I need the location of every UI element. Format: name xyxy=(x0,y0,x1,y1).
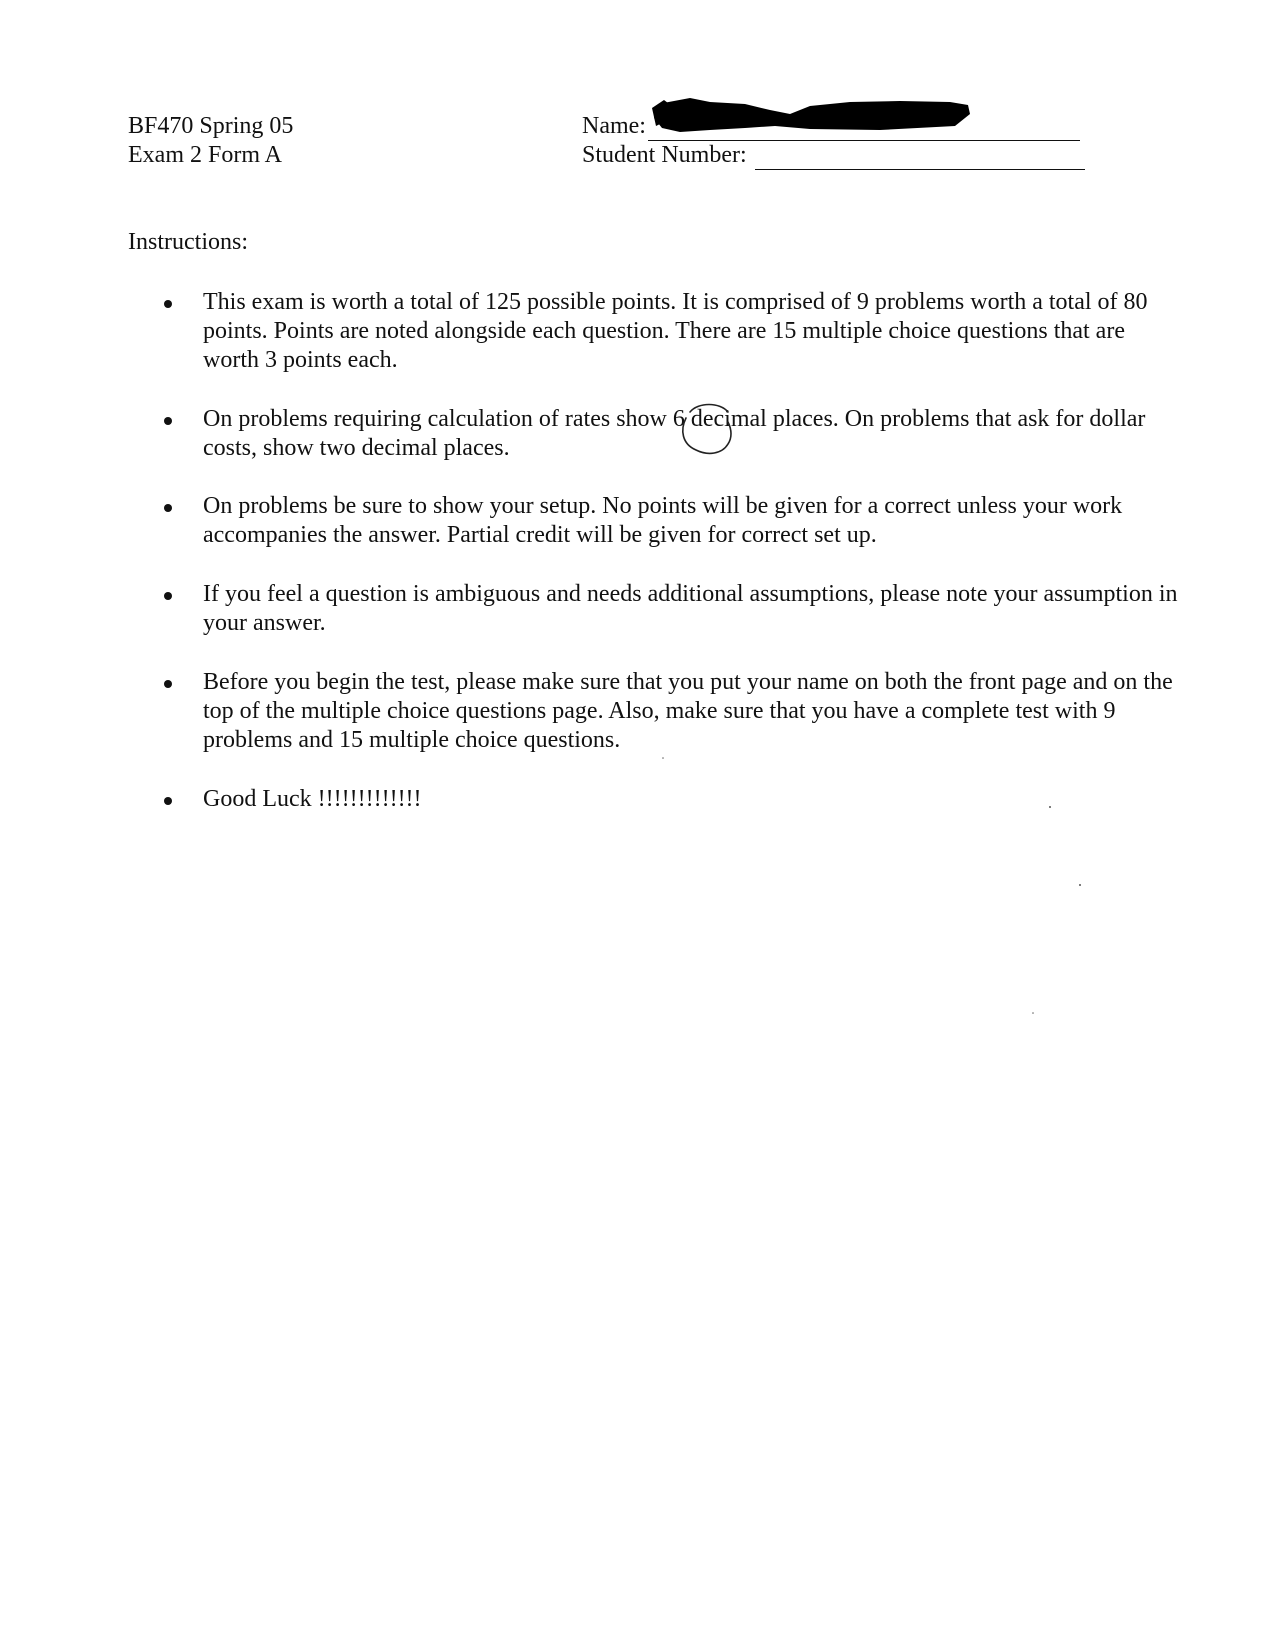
instruction-text: This exam is worth a total of 125 possible points. It is comprised of 9 problems worth a total of 80 points. Points are noted alongside each question. There are 15 multiple choice questions that are worth 3 points each. xyxy=(203,289,1148,373)
name-field xyxy=(582,112,1092,141)
bullet-icon xyxy=(164,504,172,512)
instruction-text: Good Luck !!!!!!!!!!!!! xyxy=(203,786,422,812)
instructions-list xyxy=(160,288,1180,844)
bullet-icon xyxy=(164,797,172,805)
list-item xyxy=(160,580,1180,638)
bullet-icon xyxy=(164,680,172,688)
student-number-line xyxy=(755,147,1085,170)
bullet-icon xyxy=(164,300,172,308)
list-item xyxy=(160,492,1180,550)
redaction-mark xyxy=(650,96,990,138)
course-title: BF470 Spring 05 xyxy=(128,113,294,139)
student-number-label: Student Number: xyxy=(582,142,747,168)
list-item xyxy=(160,668,1180,755)
bullet-icon xyxy=(164,592,172,600)
student-info xyxy=(582,112,1092,170)
list-item xyxy=(160,785,1180,814)
instruction-text: Before you begin the test, please make sure that you put your name on both the front page and on the top of the multiple choice questions page. Also, make sure that you have a complete test with 9 problems and 15 multiple choice questions. xyxy=(203,669,1173,753)
list-item xyxy=(160,405,1180,463)
instruction-text: On problems requiring calculation of rates show 6 decimal places. On problems that ask for dollar costs, show two decimal places. xyxy=(203,406,1146,461)
student-number-field xyxy=(582,141,1092,170)
course-info xyxy=(128,112,293,170)
instruction-text: On problems be sure to show your setup. No points will be given for a correct unless your work accompanies the answer. Partial credit will be given for correct set up. xyxy=(203,493,1123,548)
bullet-icon xyxy=(164,417,172,425)
name-label: Name: xyxy=(582,113,646,139)
list-item xyxy=(160,288,1180,375)
instruction-text: If you feel a question is ambiguous and needs additional assumptions, please note your assumption in your answer. xyxy=(203,581,1178,636)
name-line xyxy=(648,118,1080,141)
instructions-heading: Instructions: xyxy=(128,229,248,255)
handwritten-circle-icon xyxy=(676,400,736,460)
exam-form: Exam 2 Form A xyxy=(128,142,282,168)
